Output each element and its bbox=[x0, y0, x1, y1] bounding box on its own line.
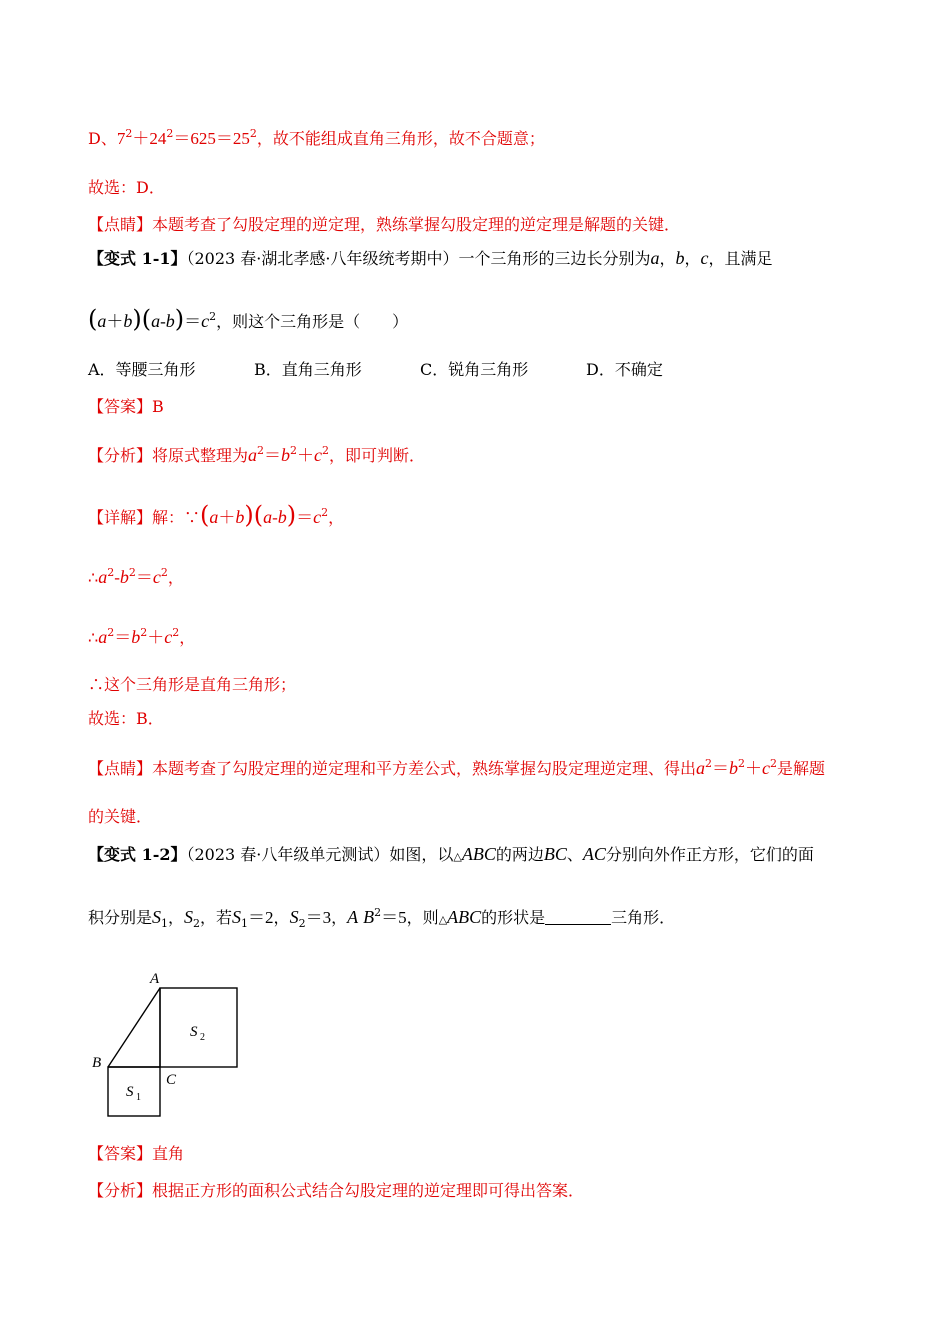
var: a bbox=[98, 627, 108, 647]
text: ，则这个三角形是（ ） bbox=[216, 312, 409, 331]
geometry-figure bbox=[88, 966, 258, 1126]
num: 2 bbox=[265, 908, 274, 927]
num: 25 bbox=[232, 129, 250, 148]
option-d: D．不确定 bbox=[586, 360, 663, 379]
answer-blank[interactable] bbox=[545, 908, 611, 925]
var: S bbox=[289, 907, 299, 927]
var: a bbox=[263, 507, 273, 527]
text: （2023 春·湖北孝感·八年级统考期中）一个三角形的三边长分别为 bbox=[186, 249, 651, 268]
text: 的两边 bbox=[495, 845, 544, 864]
variant-1-1-equation: $(a+b)(a-b)=c^2$，则这个三角形是（ ） bbox=[88, 305, 409, 333]
exp: 2 bbox=[770, 757, 778, 770]
var: b bbox=[131, 627, 141, 647]
text: 、 bbox=[566, 845, 583, 864]
option-c: C．锐角三角形 bbox=[420, 360, 529, 379]
sub: 2 bbox=[298, 917, 306, 930]
therefore: ∴ bbox=[88, 568, 99, 587]
conclusion: ∴这个三角形是直角三角形； bbox=[88, 675, 297, 694]
point-note-2: 【点睛】本题考查了勾股定理的逆定理和平方差公式，熟练掌握勾股定理逆定理、得出$a^2=b^2+c^2$是解题 bbox=[88, 757, 826, 778]
exp: 2 bbox=[166, 127, 174, 140]
text: ，且满足 bbox=[708, 249, 773, 268]
var: c bbox=[700, 248, 709, 268]
options-row bbox=[88, 359, 663, 381]
exp: 2 bbox=[374, 906, 382, 919]
text: 【分析】将原式整理为 bbox=[88, 446, 249, 465]
point-note-2-cont: 的关键． bbox=[88, 807, 153, 826]
num: 7 bbox=[116, 129, 126, 148]
var: a bbox=[98, 567, 108, 587]
var: B bbox=[363, 907, 375, 927]
analysis-2: 【分析】根据正方形的面积公式结合勾股定理的逆定理即可得出答案． bbox=[88, 1181, 585, 1200]
var: c bbox=[314, 445, 323, 465]
exp: 2 bbox=[125, 127, 133, 140]
text: ，即可判断． bbox=[329, 446, 426, 465]
var: S bbox=[232, 907, 242, 927]
detail-1: 【详解】解：$\because(a+b)(a-b)=c^2$， bbox=[88, 501, 345, 529]
var: c bbox=[313, 507, 322, 527]
sub: 1 bbox=[161, 917, 169, 930]
var: a bbox=[696, 758, 706, 778]
text: 积分别是 bbox=[88, 908, 153, 927]
exp: 2 bbox=[107, 626, 115, 639]
var: b bbox=[281, 445, 291, 465]
sub: 2 bbox=[193, 917, 201, 930]
var: A bbox=[347, 907, 359, 927]
var: c bbox=[762, 758, 771, 778]
text: 【详解】解：∵ bbox=[88, 508, 201, 527]
variant-tag: 【变式 1-1】 bbox=[88, 249, 187, 268]
text: ，若 bbox=[200, 908, 233, 927]
var: c bbox=[164, 627, 173, 647]
label-c: C bbox=[166, 1072, 177, 1088]
label-s1-sub: 1 bbox=[136, 1092, 141, 1103]
segment-ab bbox=[108, 988, 160, 1067]
var: S bbox=[152, 907, 162, 927]
var: c bbox=[152, 567, 161, 587]
exp: 2 bbox=[290, 444, 298, 457]
num: 3 bbox=[322, 908, 332, 927]
num: 5 bbox=[398, 908, 407, 927]
variant-1-2-stem bbox=[88, 843, 814, 868]
text: ，故不能组成直角三角形，故不合题意； bbox=[256, 129, 545, 148]
exp: 2 bbox=[322, 444, 330, 457]
analysis-1: 【分析】将原式整理为$a^2=b^2+c^2$，即可判断． bbox=[88, 444, 426, 465]
var: a bbox=[650, 248, 660, 268]
var: S bbox=[184, 907, 194, 927]
var: b bbox=[165, 311, 175, 331]
var: ABC bbox=[461, 844, 496, 864]
detail-step-2: $\therefore a^2-b^2=c^2$， bbox=[88, 566, 184, 587]
text: （2023 春·八年级单元测试）如图，以 bbox=[186, 845, 454, 864]
exp: 2 bbox=[257, 444, 265, 457]
exp: 2 bbox=[140, 626, 148, 639]
sub: 1 bbox=[241, 917, 249, 930]
var: b bbox=[729, 758, 739, 778]
var: b bbox=[235, 507, 245, 527]
text: 是解题 bbox=[777, 759, 826, 778]
exp: 2 bbox=[738, 757, 746, 770]
var: b bbox=[119, 567, 129, 587]
therefore: ∴ bbox=[88, 628, 99, 647]
exp: 2 bbox=[172, 626, 180, 639]
choose-b: 故选：B． bbox=[88, 709, 164, 728]
var: a bbox=[97, 311, 107, 331]
label-b: B bbox=[92, 1055, 102, 1071]
exp: 2 bbox=[321, 506, 329, 519]
var: a bbox=[209, 507, 219, 527]
triangle-symbol: △ bbox=[453, 850, 462, 863]
label-a: A bbox=[150, 971, 160, 987]
option-a: A．等腰三角形 bbox=[88, 360, 196, 379]
var: b bbox=[123, 311, 133, 331]
var: a bbox=[248, 445, 258, 465]
exp: 2 bbox=[107, 566, 115, 579]
label-s2: S bbox=[190, 1024, 198, 1040]
var: ABC bbox=[447, 907, 482, 927]
text: ，则 bbox=[406, 908, 439, 927]
choose-d: 故选：D． bbox=[88, 178, 165, 197]
triangle-symbol: △ bbox=[438, 913, 448, 926]
label-s2-sub: 2 bbox=[200, 1032, 205, 1043]
exp: 2 bbox=[705, 757, 713, 770]
exp: 2 bbox=[209, 310, 217, 323]
label-s1: S bbox=[126, 1084, 134, 1100]
variant-1-1-stem: 【变式 1-1】（2023 春·湖北孝感·八年级统考期中）一个三角形的三边长分别为a，b，c，且满足 bbox=[88, 248, 773, 268]
text: D、 bbox=[88, 129, 117, 148]
text: 分别向外作正方形，它们的面 bbox=[605, 845, 814, 864]
text: 三角形． bbox=[611, 908, 676, 927]
text: 的形状是 bbox=[481, 908, 546, 927]
var: c bbox=[201, 311, 210, 331]
variant-tag: 【变式 1-2】 bbox=[88, 845, 187, 864]
num: 24 bbox=[149, 129, 167, 148]
var: AC bbox=[582, 844, 606, 864]
exp: 2 bbox=[128, 566, 136, 579]
var: BC bbox=[543, 844, 567, 864]
num: 625 bbox=[190, 129, 216, 148]
point-note-1: 【点睛】本题考查了勾股定理的逆定理，熟练掌握勾股定理的逆定理是解题的关键． bbox=[88, 215, 681, 234]
square-s2 bbox=[160, 988, 237, 1067]
var: b bbox=[675, 248, 685, 268]
detail-step-3: $\therefore a^2=b^2+c^2$， bbox=[88, 626, 196, 647]
answer-2: 【答案】直角 bbox=[88, 1144, 185, 1163]
var: a bbox=[151, 311, 161, 331]
exp: 2 bbox=[249, 127, 257, 140]
answer-1: 【答案】B bbox=[88, 397, 164, 416]
line-option-d-analysis: D、$7^2+24^2=625=25^2$，故不能组成直角三角形，故不合题意； bbox=[88, 127, 545, 148]
text: 【点睛】本题考查了勾股定理的逆定理和平方差公式，熟练掌握勾股定理逆定理、得出 bbox=[88, 759, 697, 778]
exp: 2 bbox=[160, 566, 168, 579]
variant-1-2-stem-cont: 积分别是$S_1$，$S_2$，若$S_1=2$，$S_2=3$，A $B^2=5$，则△ABC的形状是 三角形． bbox=[88, 906, 676, 930]
square-s1 bbox=[108, 1067, 160, 1116]
option-b: B．直角三角形 bbox=[254, 360, 362, 379]
var: b bbox=[277, 507, 287, 527]
